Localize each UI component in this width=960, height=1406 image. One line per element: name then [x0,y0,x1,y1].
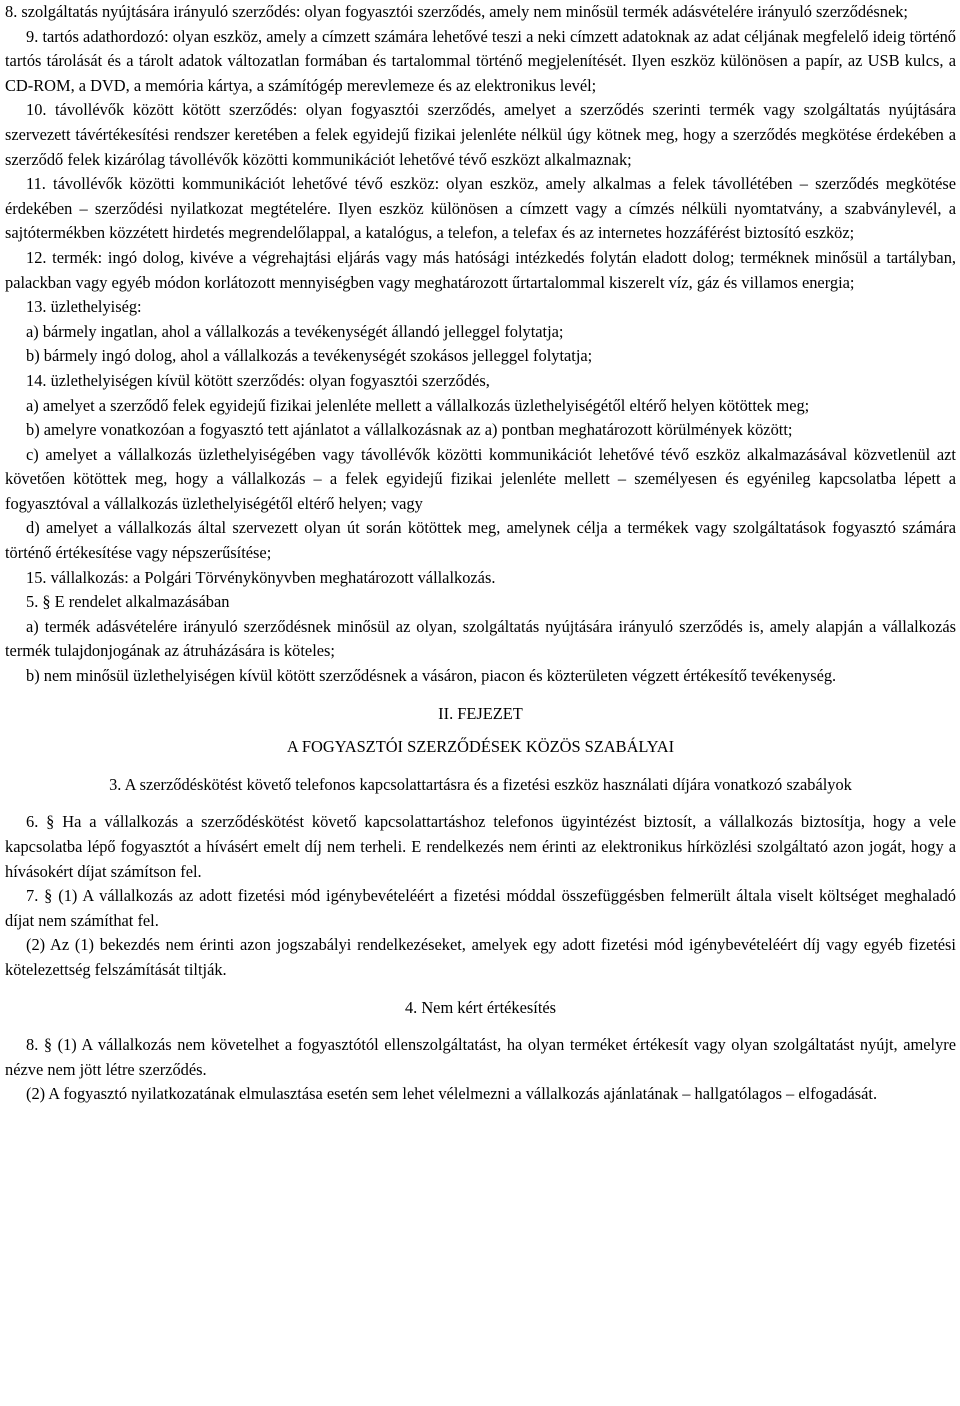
paragraph-7-1: 7. § (1) A vállalkozás az adott fizetési mód igénybevételéért a fizetési móddal összefüggésben felmerült általa viselt költséget meghaladó díjat nem számíthat fel. [5,886,956,930]
section-5-intro: 5. § E rendelet alkalmazásában [26,592,230,612]
paragraph-6: 6. § Ha a vállalkozás a szerződéskötést követő kapcsolattartáshoz telefonos ügyintézést biztosít, a vállalkozás biztosítja, hogy a vele kapcsolatba lépő fogyasztót a hívásért emelt díj nem terheli. E rendelkezés nem érinti az elektronikus hírközlési szolgáltató azon jogát, hogy a hívásokért díjat számítson fel. [5,812,956,881]
section-4-heading: 4. Nem kért értékesítés [404,997,557,1017]
paragraph-7-2: (2) Az (1) bekezdés nem érinti azon jogszabályi rendelkezéseket, amelyek egy adott fizetési mód igénybevételéért díj vagy egyéb fizetési kötelezettség felszámítását tiltják. [5,935,956,979]
definition-15: 15. vállalkozás: a Polgári Törvénykönyvben meghatározott vállalkozás. [26,567,496,587]
definition-9: 9. tartós adathordozó: olyan eszköz, amely a címzett számára lehetővé teszi a neki címzett adatoknak az adat céljának megfelelő ideig történő tartós tárolását és a tárolt adatok változatlan formában és tartalommal történő megjelenítését. Ilyen eszköz különösen a papír, az USB kulcs, a CD-ROM, a DVD, a memória kártya, a számítógép merevlemeze és az elektronikus levél; [5,26,956,95]
definition-10: 10. távollévők között kötött szerződés: olyan fogyasztói szerződés, amelyet a szerződés szerinti termék vagy szolgáltatás nyújtására szervezett távértékesítési rendszer keretében a felek egyidejű fizikai jelenléte nélkül úgy kötnek meg, hogy a szerződés megkötése érdekében a szerződő felek kizárólag távollévők közötti kommunikációt lehetővé tévő eszközt alkalmaznak; [5,100,956,169]
definition-12: 12. termék: ingó dolog, kivéve a végrehajtási eljárás vagy más hatósági intézkedés folytán eladott dolog; terméknek minősül a tartályban, palackban vagy egyéb módon korlátozott mennyiségben vagy meghatározott űrtartalommal kiszerelt víz, gáz és villamos energia; [5,247,956,292]
definition-11: 11. távollévők közötti kommunikációt lehetővé tévő eszköz: olyan eszköz, amely alkalmas a felek távollétében – szerződés megkötése érdekében – szerződési nyilatkozat megtételére. Ilyen eszköz különösen a címzett vagy a címzés nélküli nyomtatvány, a szabványlevél, a sajtótermékben közzétett hirdetés megrendelőlappal, a katalógus, a telefon, a telefax és az internetes hozzáférést biztosító eszköz; [5,174,956,243]
definition-14-c: c) amelyet a vállalkozás üzlethelyiségében vagy távollévők közötti kommunikációt lehetővé tévő eszköz alkalmazásával közvetlenül azt követően kötöttek meg, hogy a vállalkozás – a felek egyidejű fizikai jelenléte mellett – személyesen és egyénileg kapcsolatba lépett a fogyasztóval a vállalkozás üzlethelyiségétől eltérő helyen; vagy [5,444,956,513]
definition-13: 13. üzlethelyiség: [26,297,142,317]
section-5-a: a) termék adásvételére irányuló szerződésnek minősül az olyan, szolgáltatás nyújtására irányuló szerződés is, amely alapján a vállalkozás termék tulajdonjogának az átruházására is köteles; [5,616,956,661]
definition-14-d: d) amelyet a vállalkozás által szervezett olyan út során kötöttek meg, amelynek célja a termékek vagy szolgáltatások fogyasztó számára történő értékesítése vagy népszerűsítése; [5,518,956,563]
paragraph-8-2: (2) A fogyasztó nyilatkozatának elmulasztása esetén sem lehet vélelmezni a vállalkozás ajánlatának – hallgatólagos – elfogadását. [26,1084,878,1104]
definition-14-b: b) amelyre vonatkozóan a fogyasztó tett ajánlatot a vállalkozásnak az a) pontban meghatározott körülmények között; [26,420,793,440]
definition-13-b: b) bármely ingó dolog, ahol a vállalkozás a tevékenységét szokásos jelleggel folytatja; [26,346,593,366]
definition-14: 14. üzlethelyiségen kívül kötött szerződés: olyan fogyasztói szerződés, [26,370,490,390]
chapter-number: II. FEJEZET [438,703,523,723]
definition-8: 8. szolgáltatás nyújtására irányuló szerződés: olyan fogyasztói szerződés, amely nem minősül termék adásvételére irányuló szerződésnek; [5,2,908,21]
definition-14-a: a) amelyet a szerződő felek egyidejű fizikai jelenléte mellett a vállalkozás üzlethelyiségétől eltérő helyen kötöttek meg; [26,395,810,415]
definition-13-a: a) bármely ingatlan, ahol a vállalkozás a tevékenységét állandó jelleggel folytatja; [26,321,564,341]
paragraph-8-1: 8. § (1) A vállalkozás nem követelhet a fogyasztótól ellenszolgáltatást, ha olyan terméket értékesít vagy olyan szolgáltatást nyújt, amelyre nézve nem jött létre szerződés. [5,1035,956,1079]
chapter-title: A FOGYASZTÓI SZERZŐDÉSEK KÖZÖS SZABÁLYAI [286,737,675,757]
section-3-heading: 3. A szerződéskötést követő telefonos kapcsolattartásra és a fizetési eszköz használati díjára vonatkozó szabályok [109,774,852,794]
section-5-b: b) nem minősül üzlethelyiségen kívül kötött szerződésnek a vásáron, piacon és közterületen végzett értékesítő tevékenység. [26,666,837,686]
